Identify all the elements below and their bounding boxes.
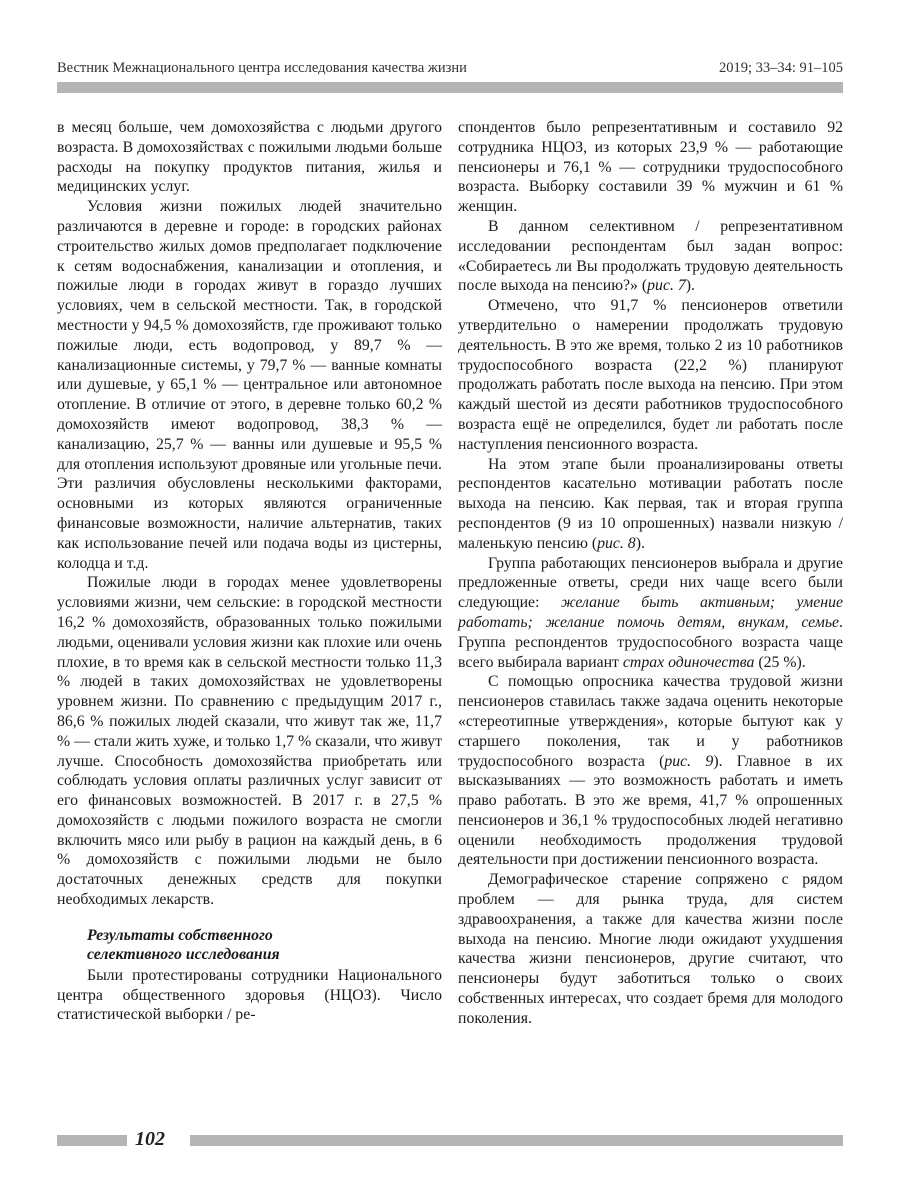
section-heading-line: Результаты собственного — [87, 926, 273, 944]
figure-reference: рис. 9 — [664, 752, 714, 770]
paragraph: Отмечено, что 91,7 % пенсионеров ответили утвердительно о намерении продолжать трудовую деятельность. В это же время, только 2 из 10 работников трудоспособного возраста (22,2 %) планируют продолжать работать после выхода на пенсию. При этом каждый шестой из десяти работников трудоспособного возраста ещё не определился, будет ли работать после наступления пенсионного возраста. — [458, 297, 843, 453]
paragraph-text: ). — [635, 534, 645, 552]
paragraph — [458, 217, 843, 296]
paragraph — [458, 554, 843, 673]
paragraph-text: Группа работающих пенсионеров выбрала и другие предложенные ответы, среди них чаще всего были следующие: — [458, 554, 843, 612]
paragraph-text: В данном селективном / репрезентативном исследовании респондентам был задан вопрос: «Собираетесь ли Вы продолжать трудовую деятельность после выхода на пенсию?» ( — [458, 217, 843, 295]
issue-citation: 2019; 33–34: 91–105 — [718, 60, 843, 76]
paragraph: Демографическое старение сопряжено с рядом проблем — для рынка труда, для систем здравоохранения, а также для качества жизни после выхода на пенсию. Многие люди ожидают ухудшения качества жизни пенсионеров, другие считают, что пенсионеры будут заботиться только о своих собственных интересах, что создает бремя для молодого поколения. — [458, 871, 843, 1027]
paragraph: Пожилые люди в городах менее удовлетворены условиями жизни, чем сельские: в городской местности 16,2 % домохозяйств, образованных только пожилыми людьми, оценивали условия жизни как плохие или очень плохие, в то время как в сельской местности только 11,3 % людей в таких домохозяйствах не удовлетворены уровнем жизни. По сравнению с предыдущим 2017 г., 86,6 % пожилых людей сказали, что живут так же, 11,7 % — стали жить хуже, и только 1,7 % сказали, что живут лучше. Способность домохозяйства приобретать или соблюдать условия оплаты различных услуг зависит от его финансовых возможностей. В 2017 г. в 27,5 % домохозяйств с людьми пожилого возраста не смогли включить мясо или рыбу в рацион на каждый день, в 6 % домохозяйств с пожилыми людьми не было достаточных денежных средств для покупки необходимых лекарств. — [57, 574, 442, 909]
running-header — [57, 58, 843, 80]
paragraph: Были протестированы сотрудники Национального центра общественного здоровья (НЦОЗ). Число статистической выборки / ре- — [57, 966, 442, 1024]
italic-answer: страх одиночества — [622, 653, 755, 671]
paragraph — [458, 455, 843, 554]
paragraph-text: На этом этапе были проанализированы ответы респондентов касательно мотивации работать после выхода на пенсию. Как первая, так и вторая группа респондентов (9 из 10 опрошенных) назвали низкую / маленькую пенсию ( — [458, 455, 843, 552]
paragraph: Условия жизни пожилых людей значительно различаются в деревне и городе: в городских районах строительство жилых домов предполагает подключение к сетям водоснабжения, канализации и отопления, и пожилые люди в городах живут в гораздо лучших условиях, чем в сельской местности. Так, в городской местности у 94,5 % домохозяйств, где проживают только пожилые люди, есть водопровод, у 89,7 % — канализационные системы, у 79,7 % — ванные комнаты или душевые, у 65,1 % — центральное или автономное отопление. В отличие от этого, в деревне только 60,2 % домохозяйств имеют водопровод, 38,3 % — канализацию, 25,7 % — ванны или душевые и 95,5 % для отопления используют дровяные или угольные печи. Эти различия обусловлены несколькими факторами, основными из которых являются ограниченные финансовые возможности, наличие альтернатив, таких как использование печей или подача воды из цистерны, колодца и т.д. — [57, 198, 442, 572]
paragraph: спондентов было репрезентативным и составило 92 сотрудника НЦОЗ, из которых 23,9 % — работающие пенсионеры и 76,1 % — сотрудники трудоспособного возраста. Выборку составили 39 % мужчин и 61 % женщин. — [458, 119, 843, 216]
right-column — [458, 118, 843, 1029]
paragraph: в месяц больше, чем домохозяйства с людьми другого возраста. В домохозяйствах с пожилыми людьми больше расходы на покупку продуктов питания, жилья и медицинских услуг. — [57, 119, 442, 196]
section-heading — [87, 926, 442, 964]
paragraph-text: . Группа респондентов трудоспособного возраста чаще всего выбирала вариант — [458, 613, 843, 671]
paragraph-text: ). Главное в их высказываниях — это возможность работать и иметь право работать. В это же время, 41,7 % опрошенных пенсионеров и 36,1 % трудоспособных людей негативно оценили необходимость продолжения трудовой деятельности при достижении пенсионного возраста. — [458, 752, 843, 869]
figure-reference: рис. 8 — [597, 534, 636, 552]
footer-rule-right — [190, 1135, 843, 1146]
section-heading-line: селективного исследования — [87, 945, 280, 963]
header-rule — [57, 82, 843, 93]
paragraph-text: ). — [685, 277, 695, 295]
italic-answers: желание быть активным; умение работать; желание помочь детям, внукам, семье — [458, 594, 844, 631]
paragraph — [458, 672, 843, 870]
paragraph-text: (25 %). — [754, 653, 806, 671]
figure-reference: рис. 7 — [647, 277, 686, 295]
journal-title: Вестник Межнационального центра исследования качества жизни — [57, 60, 467, 76]
paragraph-text: С помощью опросника качества трудовой жизни пенсионеров ставилась также задача оценить некоторые «стереотипные утверждения», которые бытуют как у старшего поколения, так и у работников трудоспособного возраста ( — [458, 673, 843, 770]
left-column — [57, 118, 442, 1025]
footer-rule-left — [57, 1135, 127, 1146]
page-number: 102 — [135, 1128, 165, 1150]
